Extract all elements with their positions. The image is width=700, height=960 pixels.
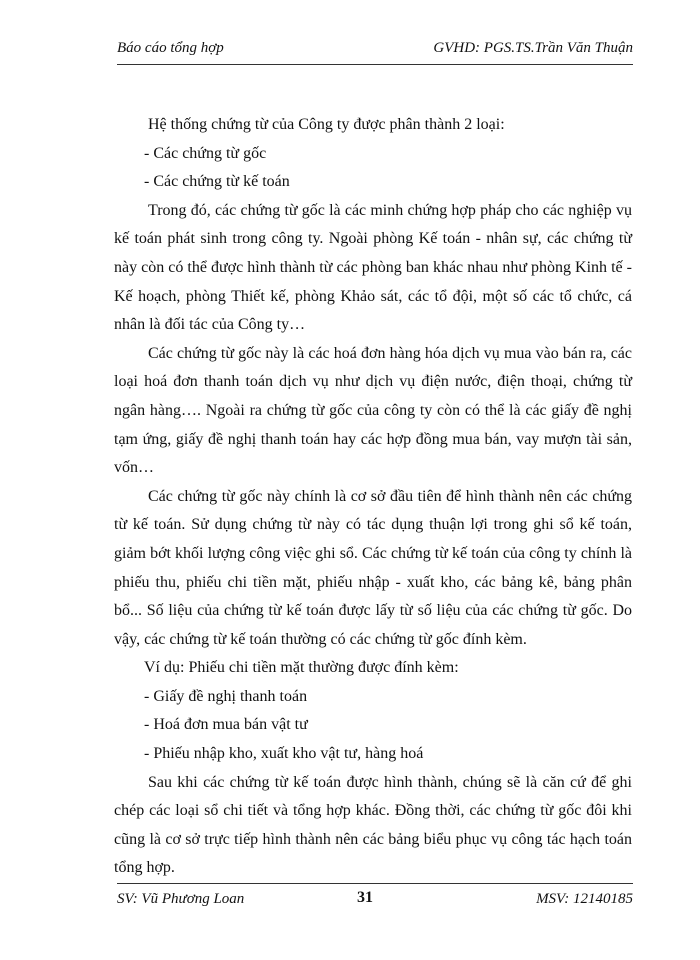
list-item-payment-request: - Giấy đề nghị thanh toán: [144, 687, 308, 705]
paragraph-intro: Hệ thống chứng từ của Công ty được phân thành 2 loại:: [148, 116, 505, 133]
header-report-title: Báo cáo tổng hợp: [117, 40, 224, 56]
page-number: 31: [357, 889, 373, 906]
paragraph-example: Ví dụ: Phiếu chi tiền mặt thường được đính kèm:: [144, 659, 459, 677]
footer-student-id: MSV: 12140185: [536, 891, 633, 907]
page-footer: [117, 883, 633, 924]
list-item-source-docs: - Các chứng từ gốc: [144, 144, 267, 162]
paragraph-conclusion: Sau khi các chứng từ kế toán được hình thành, chúng sẽ là căn cứ để ghi chép các loại sổ chi tiết và tổng hợp khác. Đồng thời, các chứng từ gốc đôi khi cũng là cơ sở trực tiếp hình thành nên các bảng biểu phục vụ công tác hạch toán tổng hợp.: [114, 773, 632, 877]
header-supervisor: GVHD: PGS.TS.Trần Văn Thuận: [433, 40, 633, 56]
list-item-warehouse-slip: - Phiếu nhập kho, xuất kho vật tư, hàng hoá: [144, 745, 424, 763]
paragraph-source-docs-definition: Trong đó, các chứng từ gốc là các minh chứng hợp pháp cho các nghiệp vụ kế toán phát sinh trong công ty. Ngoài phòng Kế toán - nhân sự, các chứng từ này còn có thể được hình thành từ các phòng ban khác nhau như phòng Kinh tế - Kế hoạch, phòng Thiết kế, phòng Khảo sát, các tổ đội, một số các tổ chức, cá nhân là đối tác của Công ty…: [114, 201, 632, 334]
footer-student-name: SV: Vũ Phương Loan: [117, 891, 245, 907]
paragraph-accounting-docs: Các chứng từ gốc này chính là cơ sở đầu tiên để hình thành nên các chứng từ kế toán. Sử dụng chứng từ này có tác dụng thuận lợi trong ghi sổ kế toán, giảm bớt khối lượng công việc ghi sổ. Các chứng từ kế toán của công ty chính là phiếu thu, phiếu chi tiền mặt, phiếu nhập - xuất kho, các bảng kê, bảng phân bổ... Số liệu của chứng từ kế toán được lấy từ số liệu của các chứng từ gốc. Do vậy, các chứng từ kế toán thường có các chứng từ gốc đính kèm.: [114, 487, 632, 648]
paragraph-source-docs-types: Các chứng từ gốc này là các hoá đơn hàng hóa dịch vụ mua vào bán ra, các loại hoá đơn thanh toán dịch vụ như dịch vụ điện nước, điện thoại, chứng từ ngân hàng…. Ngoài ra chứng từ gốc của công ty còn có thể là các giấy đề nghị tạm ứng, giấy đề nghị thanh toán hay các hợp đồng mua bán, vay mượn tài sản, vốn…: [114, 344, 632, 477]
document-body: [114, 111, 632, 883]
list-item-invoice: - Hoá đơn mua bán vật tư: [144, 716, 308, 734]
list-item-accounting-docs: - Các chứng từ kế toán: [144, 173, 290, 191]
page-header: [117, 38, 633, 65]
